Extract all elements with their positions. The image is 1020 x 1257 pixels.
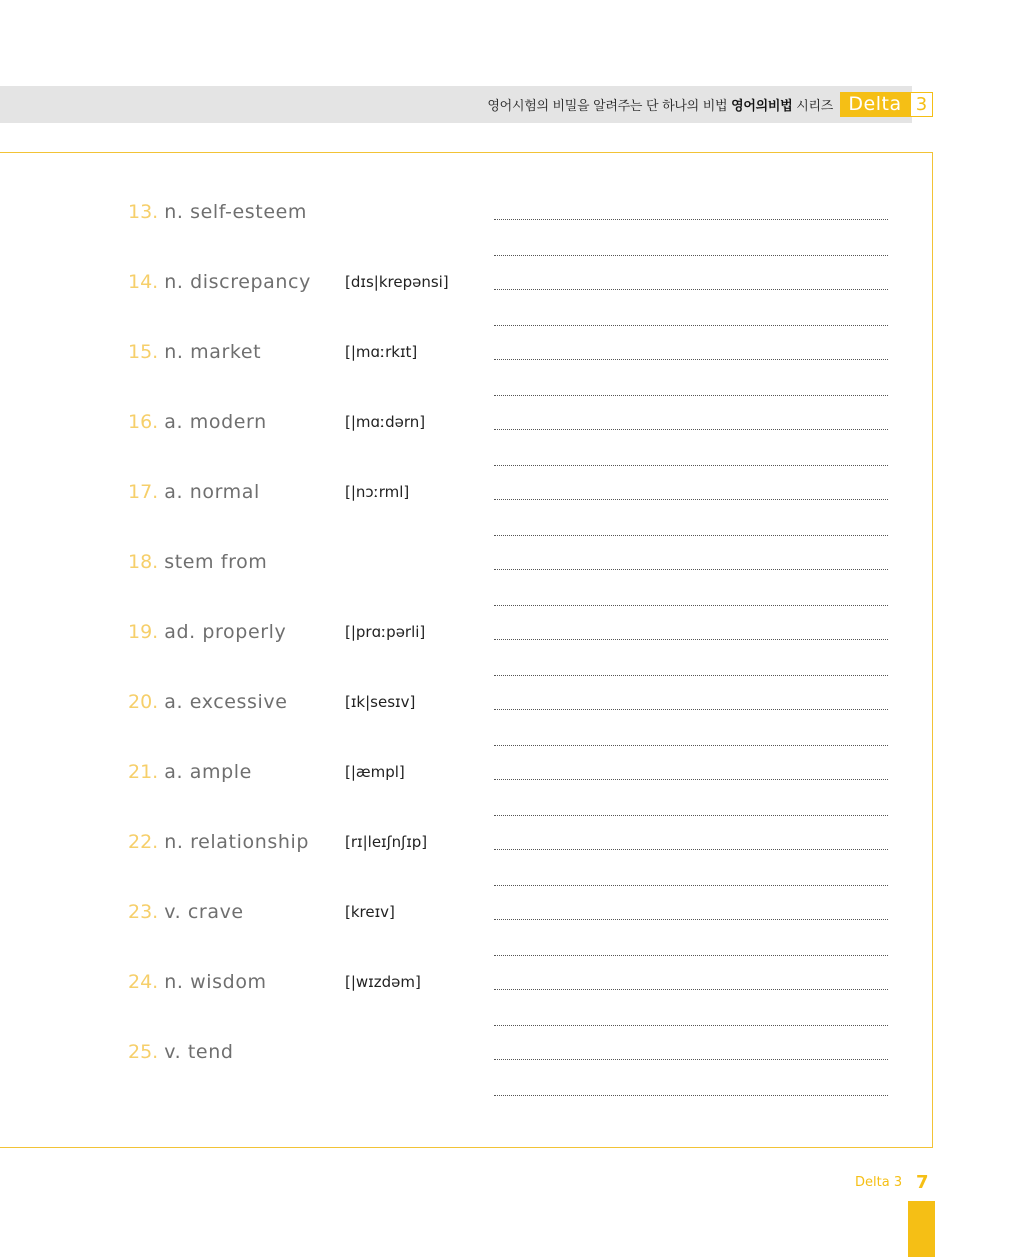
footer-label: Delta 3 [855, 1175, 903, 1190]
answer-line[interactable] [494, 989, 888, 990]
answer-line[interactable] [494, 779, 888, 780]
vocab-term: n. self-esteem [164, 201, 308, 223]
vocab-phonetic: [|prɑːpərli] [345, 623, 426, 641]
level-badge: 3 [910, 92, 933, 117]
series-title-bold: 영어의비법 [731, 99, 793, 114]
vocab-number: 19. [128, 621, 159, 643]
vocab-number: 18. [128, 551, 159, 573]
answer-line[interactable] [494, 955, 888, 956]
vocab-term: a. excessive [164, 691, 288, 713]
vocab-term: n. market [164, 341, 262, 363]
vocab-word [128, 341, 261, 363]
vocab-word [128, 201, 307, 223]
vocab-number: 21. [128, 761, 159, 783]
vocab-phonetic: [kreɪv] [345, 903, 395, 921]
vocab-phonetic: [|mɑːdərn] [345, 413, 426, 431]
vocab-term: a. normal [164, 481, 260, 503]
vocab-number: 16. [128, 411, 159, 433]
series-title-prefix: 영어시험의 비밀을 알려주는 단 하나의 비법 [487, 99, 728, 114]
vocab-row [0, 551, 1020, 621]
vocab-word [128, 971, 267, 993]
vocab-row [0, 761, 1020, 831]
answer-line[interactable] [494, 535, 888, 536]
answer-line[interactable] [494, 849, 888, 850]
vocab-number: 25. [128, 1041, 159, 1063]
vocab-term: n. relationship [164, 831, 310, 853]
vocab-word [128, 691, 288, 713]
vocab-word [128, 271, 311, 293]
vocab-row [0, 901, 1020, 971]
vocab-phonetic: [|æmpl] [345, 763, 405, 781]
answer-line[interactable] [494, 325, 888, 326]
answer-line[interactable] [494, 465, 888, 466]
vocab-phonetic: [|wɪzdəm] [345, 973, 421, 991]
answer-line[interactable] [494, 1059, 888, 1060]
answer-line[interactable] [494, 885, 888, 886]
vocab-word [128, 411, 267, 433]
vocab-word [128, 831, 309, 853]
vocab-row [0, 201, 1020, 271]
vocab-term: a. ample [164, 761, 252, 783]
answer-line[interactable] [494, 639, 888, 640]
vocab-word [128, 761, 252, 783]
vocab-row [0, 341, 1020, 411]
vocab-phonetic: [ɪk|sesɪv] [345, 693, 416, 711]
vocab-term: a. modern [164, 411, 267, 433]
vocab-word [128, 551, 267, 573]
vocab-number: 24. [128, 971, 159, 993]
vocab-term: ad. properly [164, 621, 287, 643]
vocab-number: 22. [128, 831, 159, 853]
vocab-word [128, 481, 260, 503]
vocab-term: stem from [164, 551, 268, 573]
vocab-row [0, 271, 1020, 341]
series-title [487, 95, 833, 114]
vocab-term: n. wisdom [164, 971, 267, 993]
vocab-number: 15. [128, 341, 159, 363]
vocab-row [0, 691, 1020, 761]
vocab-phonetic: [rɪ|leɪʃnʃɪp] [345, 833, 428, 851]
vocab-number: 14. [128, 271, 159, 293]
vocab-phonetic: [|mɑːrkɪt] [345, 343, 418, 361]
answer-line[interactable] [494, 359, 888, 360]
page-tab [908, 1201, 935, 1257]
vocab-number: 23. [128, 901, 159, 923]
answer-line[interactable] [494, 499, 888, 500]
vocab-term: n. discrepancy [164, 271, 311, 293]
vocab-row [0, 481, 1020, 551]
vocab-word [128, 901, 244, 923]
series-title-suffix: 시리즈 [796, 99, 833, 114]
answer-line[interactable] [494, 1095, 888, 1096]
vocab-term: v. tend [164, 1041, 234, 1063]
answer-line[interactable] [494, 219, 888, 220]
answer-line[interactable] [494, 919, 888, 920]
vocab-number: 17. [128, 481, 159, 503]
vocab-row [0, 621, 1020, 691]
vocab-row [0, 971, 1020, 1041]
vocab-word [128, 621, 286, 643]
vocab-number: 13. [128, 201, 159, 223]
vocab-term: v. crave [164, 901, 244, 923]
answer-line[interactable] [494, 289, 888, 290]
brand-badge: Delta [840, 92, 910, 117]
vocab-word [128, 1041, 234, 1063]
answer-line[interactable] [494, 675, 888, 676]
answer-line[interactable] [494, 709, 888, 710]
answer-line[interactable] [494, 605, 888, 606]
vocab-row [0, 411, 1020, 481]
page-number: 7 [916, 1172, 929, 1193]
answer-line[interactable] [494, 395, 888, 396]
answer-line[interactable] [494, 745, 888, 746]
vocab-number: 20. [128, 691, 159, 713]
answer-line[interactable] [494, 1025, 888, 1026]
vocab-phonetic: [|nɔːrml] [345, 483, 410, 501]
vocab-row [0, 1041, 1020, 1111]
answer-line[interactable] [494, 429, 888, 430]
answer-line[interactable] [494, 255, 888, 256]
answer-line[interactable] [494, 569, 888, 570]
vocab-row [0, 831, 1020, 901]
vocab-phonetic: [dɪs|krepənsi] [345, 273, 449, 291]
answer-line[interactable] [494, 815, 888, 816]
